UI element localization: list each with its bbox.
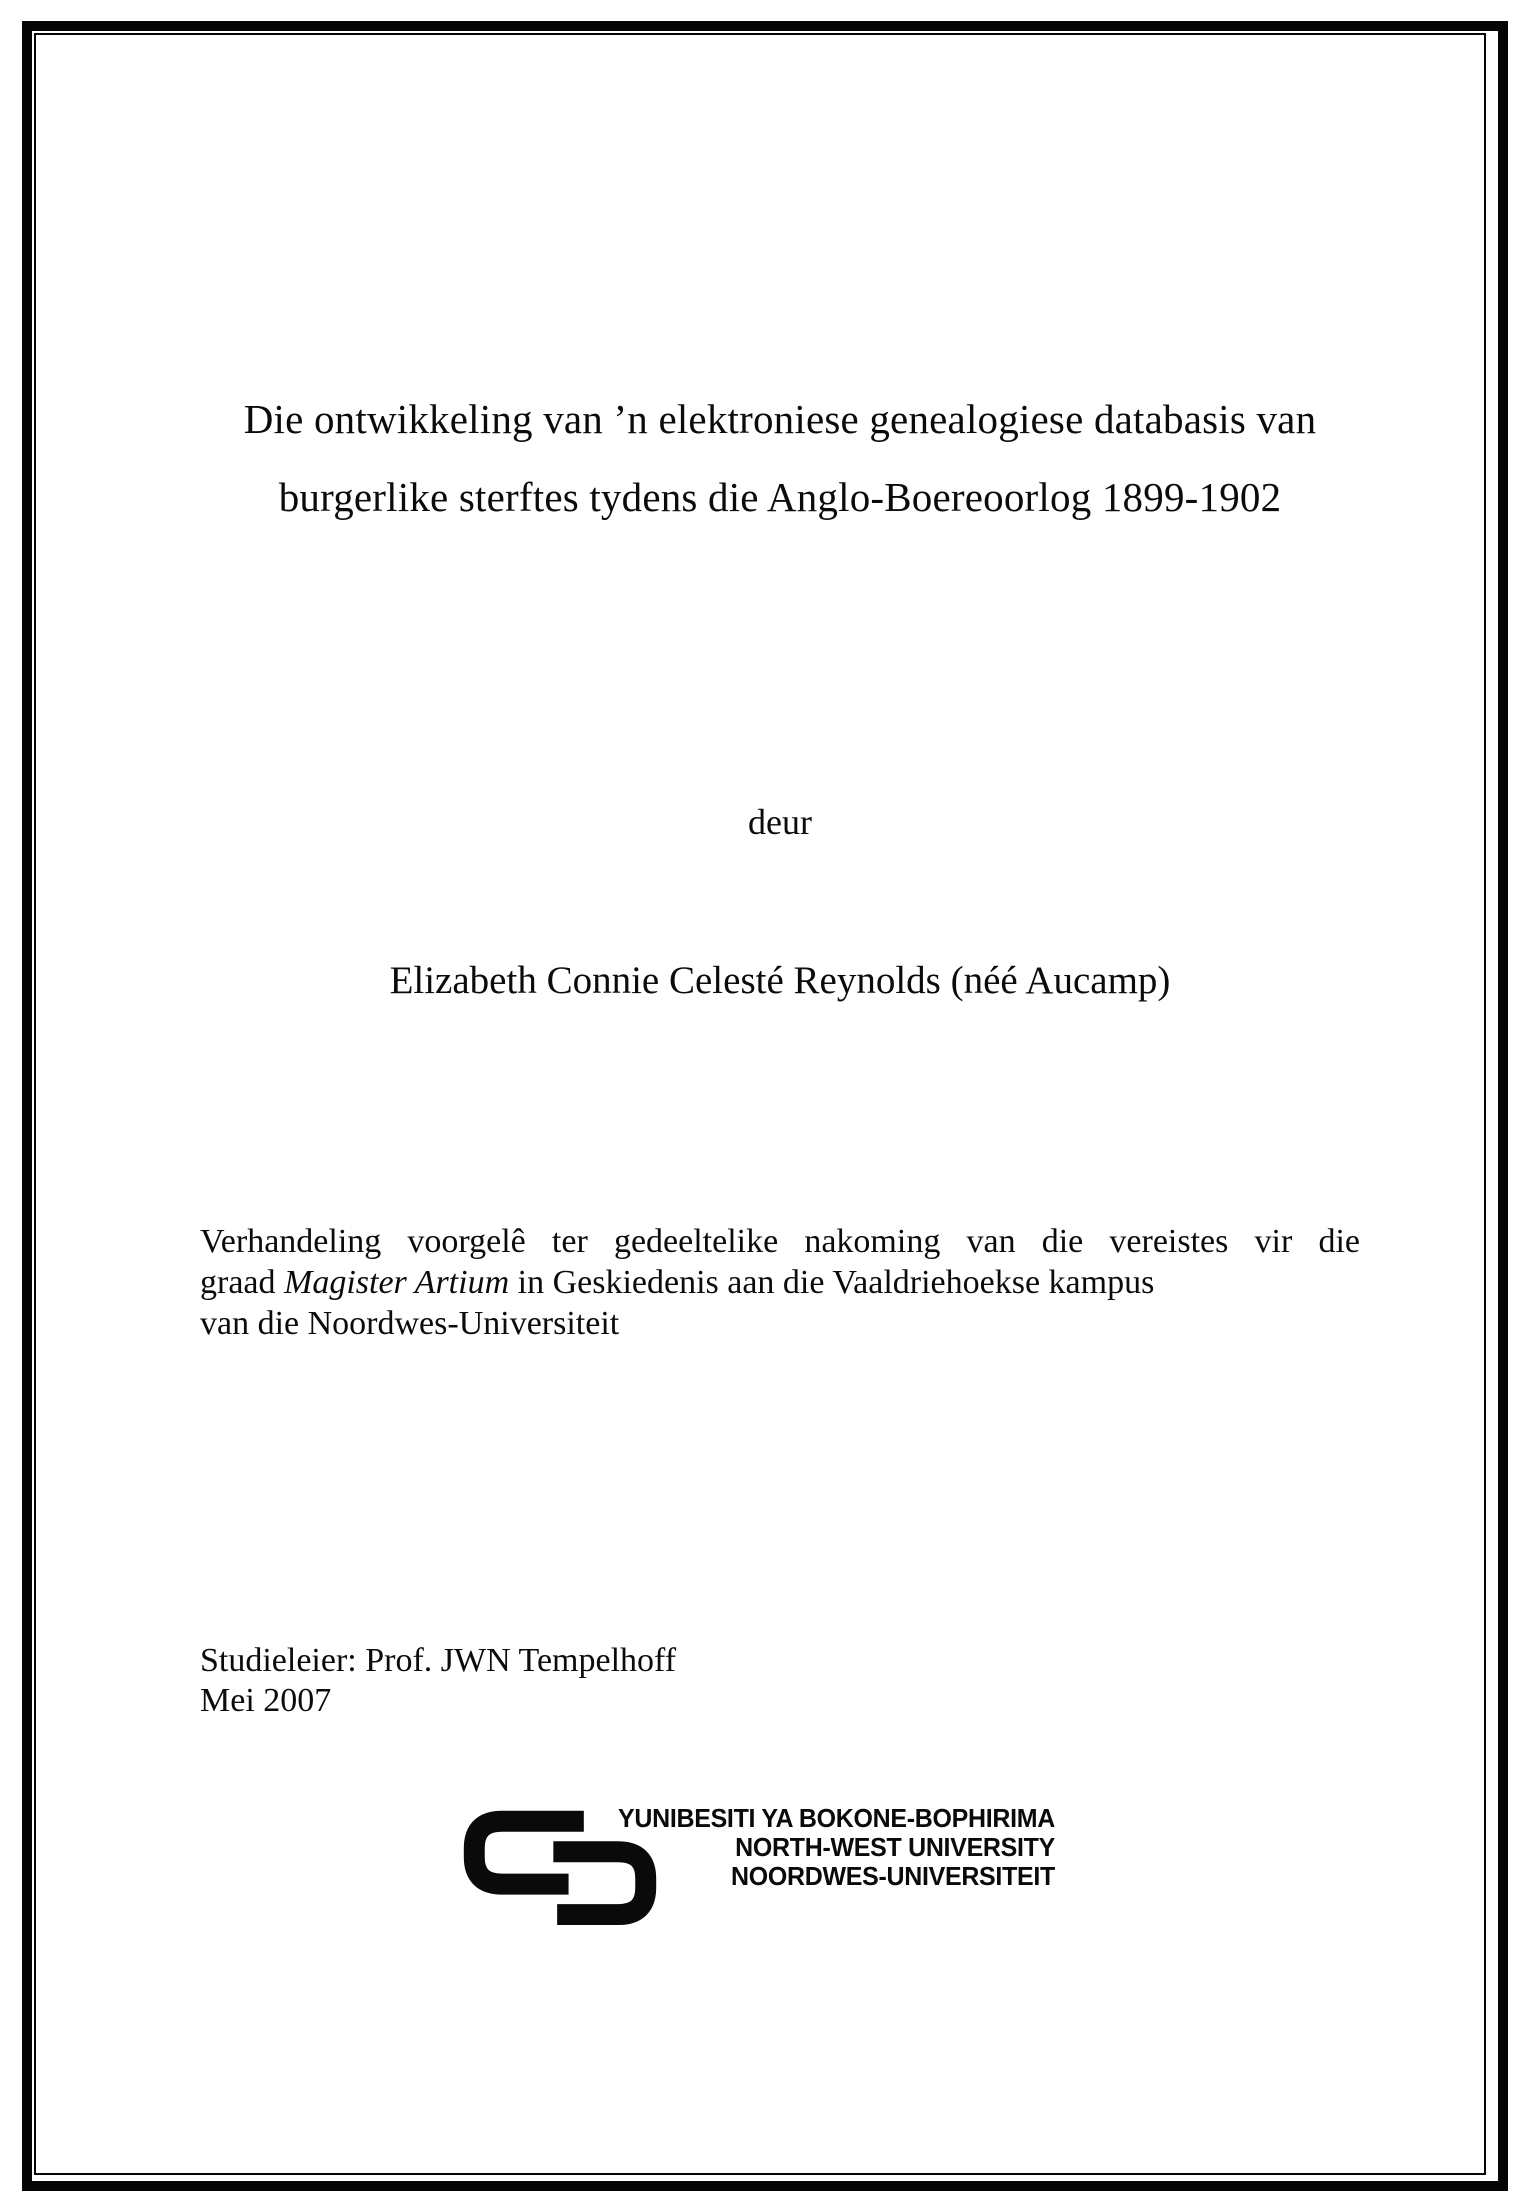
degree-name-italic: Magister Artium <box>284 1264 510 1301</box>
degree-statement-line-3: van die Noordwes-Universiteit <box>200 1305 620 1342</box>
thesis-title-line-1: Die ontwikkeling van ’n elektroniese genealogiese databasis van <box>243 396 1317 442</box>
university-logo <box>460 1803 1360 1933</box>
degree-line2-prefix: graad <box>200 1264 285 1301</box>
logo-text-afrikaans: NOORDWES-UNIVERSITEIT <box>731 1861 1055 1891</box>
degree-statement-line-1: Verhandeling voorgelê ter gedeeltelike nakoming van die vereistes vir die <box>200 1223 1360 1260</box>
university-logo-text <box>588 1804 1055 1891</box>
thesis-title <box>200 380 1360 536</box>
supervisor-line: Studieleier: Prof. JWN Tempelhoff <box>200 1642 677 1679</box>
page-content <box>200 0 1360 2206</box>
byline: deur <box>748 802 812 842</box>
author-name: Elizabeth Connie Celesté Reynolds (néé Aucamp) <box>389 959 1171 1002</box>
supervisor-block <box>200 1641 1360 1721</box>
degree-statement-line-2 <box>200 1262 1360 1303</box>
degree-statement <box>200 1221 1360 1344</box>
logo-text-english: NORTH-WEST UNIVERSITY <box>735 1832 1055 1862</box>
degree-line2-suffix: in Geskiedenis aan die Vaaldriehoekse kampus <box>509 1264 1155 1301</box>
logo-text-setswana: YUNIBESITI YA BOKONE-BOPHIRIMA <box>617 1803 1055 1833</box>
thesis-title-line-2: burgerlike sterftes tydens die Anglo-Boereoorlog 1899-1902 <box>278 474 1282 520</box>
date-line: Mei 2007 <box>200 1682 332 1719</box>
